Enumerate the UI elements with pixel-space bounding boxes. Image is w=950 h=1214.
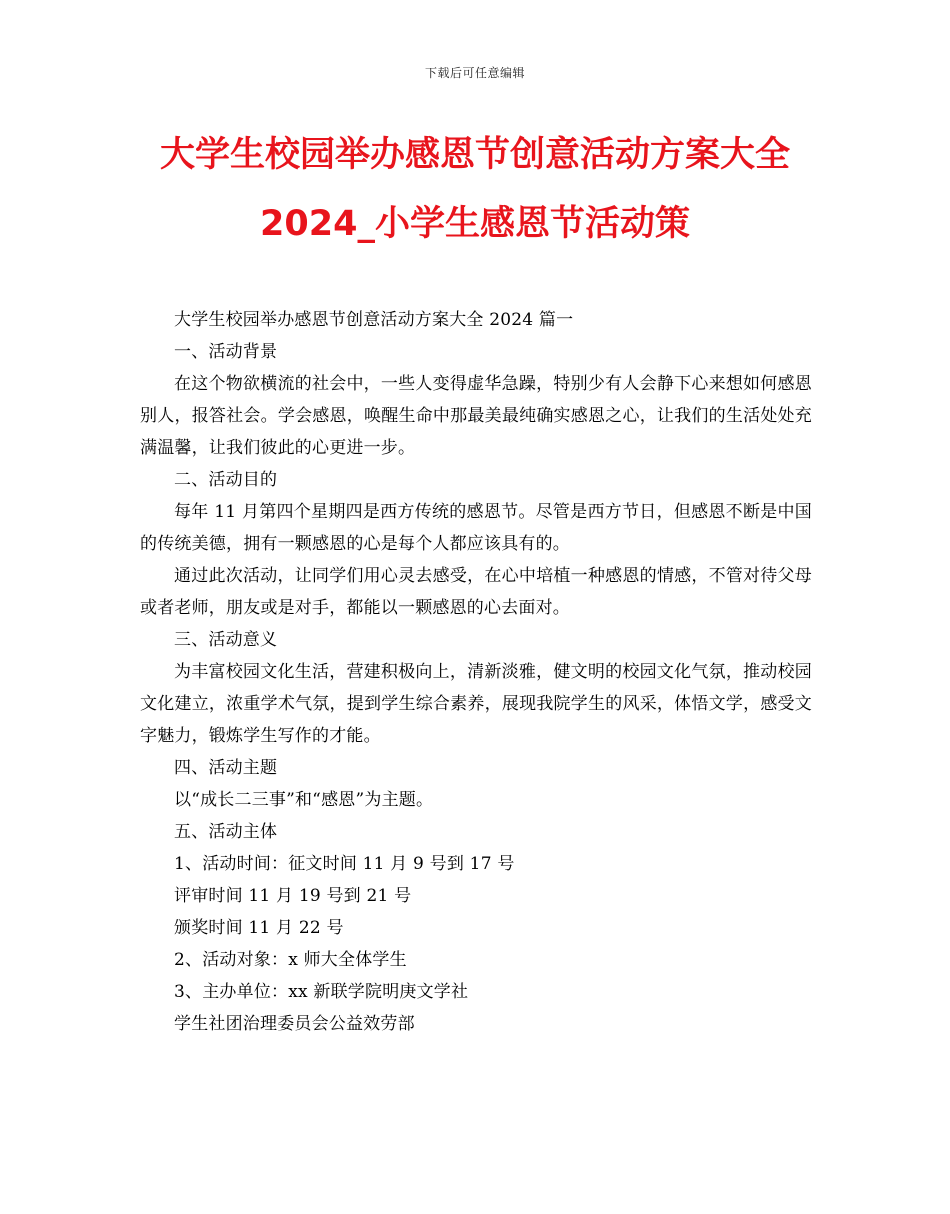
paragraph-significance: 为丰富校园文化生活，营建积极向上，清新淡雅，健文明的校园文化气氛，推动校园文化建立，浓重学术气氛，提到学生综合素养，展现我院学生的风采，体悟文学，感受文字魅力，锻炼学生写作的才能。: [140, 662, 812, 746]
document-body: [140, 304, 812, 1040]
section-heading-background: 一、活动背景: [174, 342, 278, 362]
list-item-organizer: 3、主办单位：xx 新联学院明庚文学社: [174, 982, 469, 1002]
paragraph-purpose-1: 每年 11 月第四个星期四是西方传统的感恩节。尽管是西方节日，但感恩不断是中国的传统美德，拥有一颗感恩的心是每个人都应该具有的。: [140, 502, 812, 554]
section-heading-theme: 四、活动主题: [174, 758, 278, 778]
intro-heading: 大学生校园举办感恩节创意活动方案大全 2024 篇一: [174, 310, 574, 330]
paragraph-theme: 以“成长二三事”和“感恩”为主题。: [174, 790, 434, 810]
list-item-review-time: 评审时间 11 月 19 号到 21 号: [174, 886, 412, 906]
section-heading-purpose: 二、活动目的: [174, 470, 278, 490]
list-item-co-organizer: 学生社团治理委员会公益效劳部: [174, 1014, 415, 1034]
paragraph-background: 在这个物欲横流的社会中，一些人变得虚华急躁，特别少有人会静下心来想如何感恩别人，报答社会。学会感恩，唤醒生命中那最美最纯确实感恩之心，让我们的生活处处充满温馨，让我们彼此的心更进一步。: [140, 374, 812, 458]
list-item-award-time: 颁奖时间 11 月 22 号: [174, 918, 344, 938]
section-heading-significance: 三、活动意义: [174, 630, 278, 650]
list-item-audience: 2、活动对象：x 师大全体学生: [174, 950, 407, 970]
document-title-line-1: 大学生校园举办感恩节创意活动方案大全: [159, 135, 790, 175]
header-note: 下载后可任意编辑: [424, 66, 525, 80]
section-heading-main: 五、活动主体: [174, 822, 278, 842]
document-title-line-2: 2024_小学生感恩节活动策: [260, 204, 690, 244]
list-item-time: 1、活动时间：征文时间 11 月 9 号到 17 号: [174, 854, 515, 874]
paragraph-purpose-2: 通过此次活动，让同学们用心灵去感受，在心中培植一种感恩的情感，不管对待父母或者老师，朋友或是对手，都能以一颗感恩的心去面对。: [140, 566, 812, 618]
